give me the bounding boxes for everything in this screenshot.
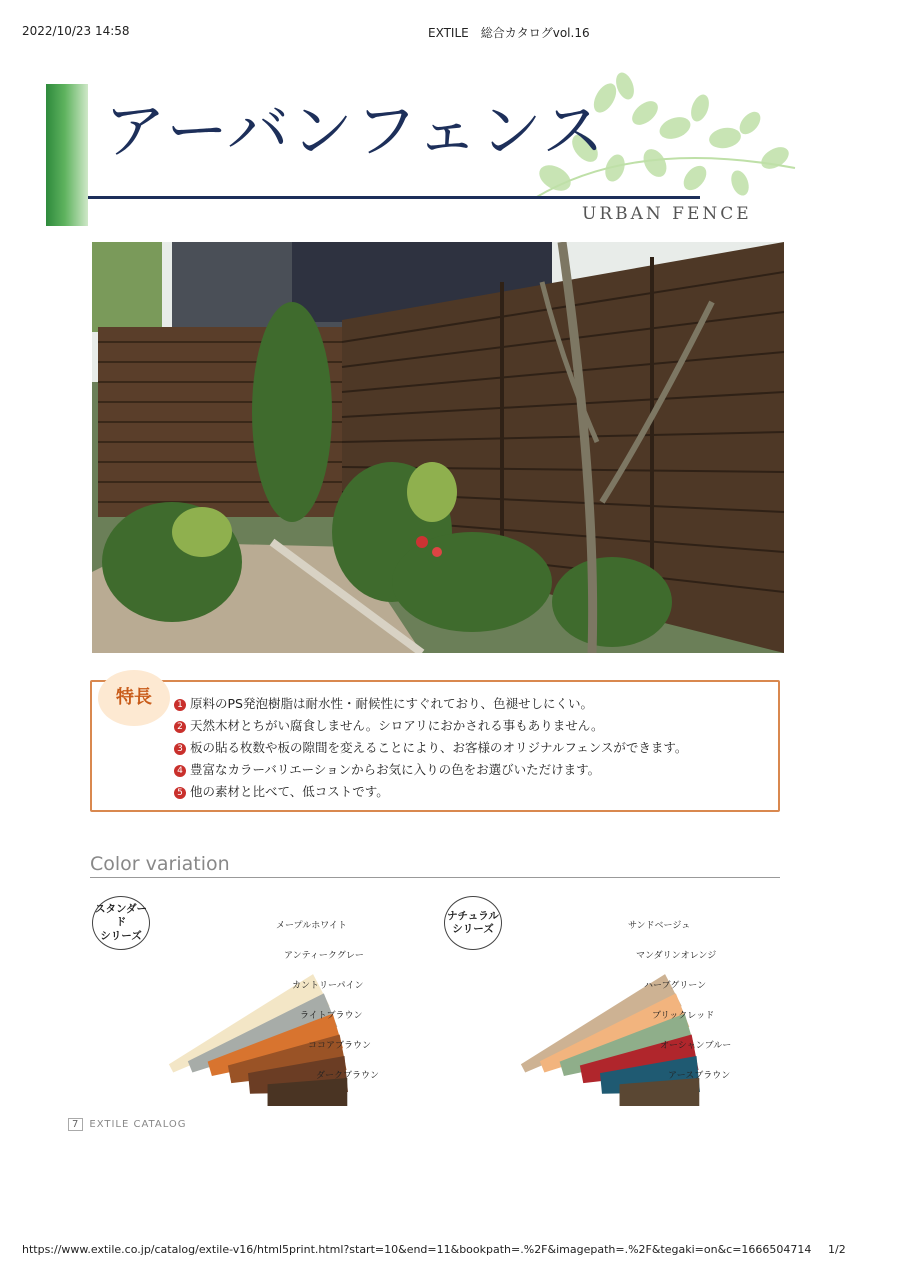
color-label-standard-3: カントリーパイン	[292, 981, 364, 991]
page-subtitle: URBAN FENCE	[582, 204, 752, 224]
print-url: https://www.extile.co.jp/catalog/extile-v16/html5print.html?start=10&end=11&bookpath=.%2F&imagepath=.%2F&tegaki=on&c=1666504714	[22, 1243, 812, 1256]
feature-number: 2	[174, 721, 186, 733]
feature-text: 他の素材と比べて、低コストです。	[190, 784, 389, 799]
natural-series-badge	[444, 896, 502, 950]
title-underline	[88, 196, 700, 199]
features-badge: 特長	[98, 670, 170, 726]
feature-text: 天然木材とちがい腐食しません。シロアリにおかされる事もありません。	[190, 718, 604, 733]
page-number: 7	[68, 1118, 83, 1131]
page-title: アーバンフェンス	[104, 94, 607, 167]
title-accent-bar	[46, 84, 88, 226]
feature-text: 豊富なカラーバリエーションからお気に入りの色をお選びいただけます。	[190, 762, 601, 777]
badge-line: ナチュラル	[447, 909, 499, 922]
feature-text: 板の貼る枚数や板の隙間を変えることにより、お客様のオリジナルフェンスができます。	[190, 740, 688, 755]
color-label-natural-3: ハーブグリーン	[644, 981, 707, 991]
feature-number: 1	[174, 699, 186, 711]
feature-item-4	[174, 760, 600, 778]
color-label-natural-5: オーシャンブルー	[660, 1041, 732, 1051]
feature-number: 3	[174, 743, 186, 755]
badge-line: シリーズ	[100, 929, 142, 942]
color-label-natural-2: マンダリンオレンジ	[636, 951, 717, 961]
badge-line: スタンダード	[94, 903, 148, 929]
feature-item-1	[174, 694, 593, 712]
fence-photo	[92, 242, 784, 653]
print-datetime: 2022/10/23 14:58	[22, 24, 130, 38]
color-label-natural-6: アースブラウン	[668, 1071, 731, 1081]
feature-item-2	[174, 716, 604, 734]
color-label-standard-4: ライトブラウン	[300, 1011, 363, 1021]
color-label-standard-1: メープルホワイト	[276, 921, 347, 931]
feature-number: 4	[174, 765, 186, 777]
color-label-natural-1: サンドベージュ	[628, 921, 691, 931]
catalog-name: EXTILE CATALOG	[89, 1119, 187, 1130]
color-label-natural-4: ブリックレッド	[652, 1011, 715, 1021]
feature-item-5	[174, 782, 389, 800]
color-label-standard-6: ダークブラウン	[316, 1071, 380, 1081]
standard-series-badge	[92, 896, 150, 950]
feature-number: 5	[174, 787, 186, 799]
color-label-standard-2: アンティークグレー	[284, 951, 364, 961]
feature-text: 原料のPS発泡樹脂は耐水性・耐候性にすぐれており、色褪せしにくい。	[190, 696, 593, 711]
catalog-footer	[68, 1118, 187, 1131]
print-page-number: 1/2	[828, 1243, 846, 1256]
feature-item-3	[174, 738, 687, 756]
print-doc-title: EXTILE 総合カタログvol.16	[428, 26, 590, 40]
color-label-standard-5: ココアブラウン	[308, 1041, 372, 1051]
color-variation-title: Color variation	[90, 853, 230, 875]
badge-line: シリーズ	[452, 923, 494, 935]
color-variation-rule	[90, 877, 780, 878]
